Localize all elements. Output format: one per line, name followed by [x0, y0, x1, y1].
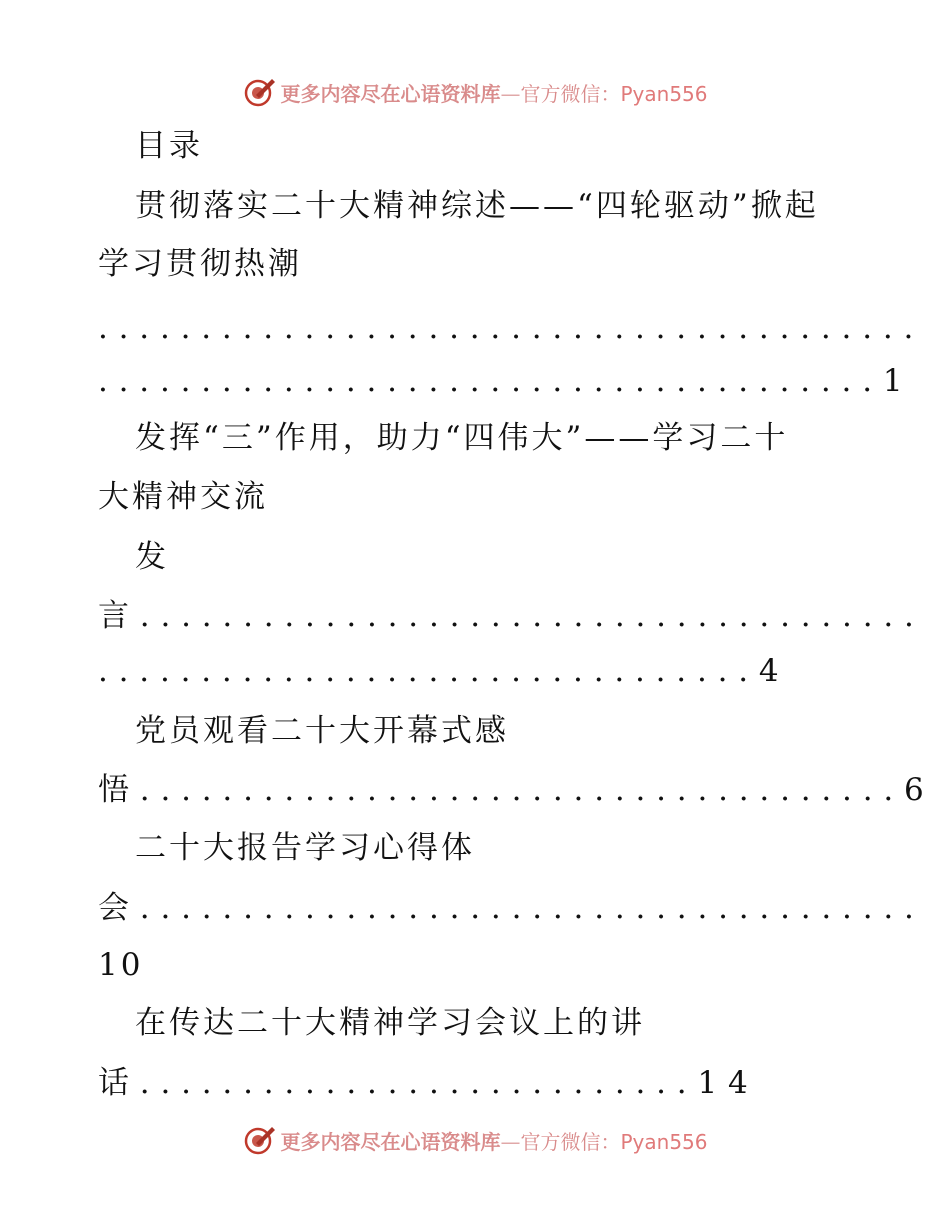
toc-entry-1-title-cont: 学习贯彻热潮	[98, 246, 302, 282]
toc-entry-1-leader: ........................................	[98, 310, 925, 346]
toc-entry-3-title: 党员观看二十大开幕式感	[135, 713, 509, 749]
toc-heading: 目录	[135, 128, 203, 164]
toc-entry-4-title: 二十大报告学习心得体	[135, 830, 475, 866]
pen-logo-icon	[242, 75, 276, 109]
watermark-text: 更多内容尽在心语资料库—官方微信：Pyan556	[280, 1129, 708, 1154]
toc-entry-2-title: 发挥“三”作用，助力“四伟大”——学习二十	[135, 420, 789, 456]
toc-entry-5-title: 在传达二十大精神学习会议上的讲	[135, 1005, 645, 1041]
toc-entry-2-title-cont2: 发	[135, 539, 169, 575]
toc-entry-3-page: 悟.....................................6	[98, 772, 935, 808]
toc-entry-4-leader: 会......................................	[98, 890, 925, 926]
watermark-text: 更多内容尽在心语资料库—官方微信：Pyan556	[280, 81, 708, 106]
toc-entry-1-page: ......................................1	[98, 363, 914, 399]
toc-entry-5-page: 话...........................14	[98, 1065, 759, 1101]
toc-entry-2-leader: 言......................................	[98, 598, 925, 634]
toc-entry-2-title-cont: 大精神交流	[98, 479, 268, 515]
footer-watermark	[0, 1118, 950, 1162]
pen-logo-icon	[242, 1123, 276, 1157]
toc-entry-4-page: 10	[98, 947, 144, 983]
header-watermark	[0, 70, 950, 114]
toc-entry-1-title: 贯彻落实二十大精神综述——“四轮驱动”掀起	[135, 188, 819, 224]
toc-entry-2-page: ................................4	[98, 653, 790, 689]
